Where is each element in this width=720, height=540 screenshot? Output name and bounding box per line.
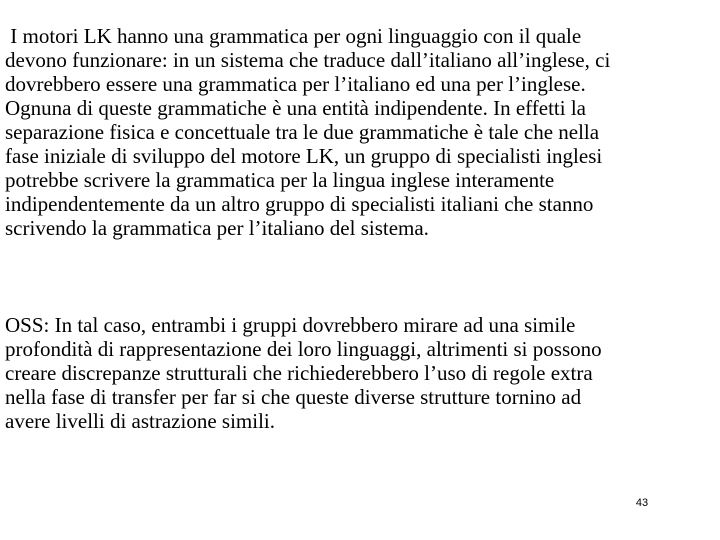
text-line: Ognuna di queste grammatiche è una entità indipendente. In effetti la bbox=[5, 96, 586, 120]
text-line: dovrebbero essere una grammatica per l’italiano ed una per l’inglese. bbox=[5, 72, 586, 96]
text-line: creare discrepanze strutturali che richiederebbero l’uso di regole extra bbox=[5, 361, 593, 385]
text-line: scrivendo la grammatica per l’italiano del sistema. bbox=[5, 216, 429, 240]
text-line: nella fase di transfer per far si che queste diverse strutture tornino ad bbox=[5, 385, 582, 409]
text-line: avere livelli di astrazione simili. bbox=[5, 409, 275, 433]
paragraph-lk-grammars bbox=[5, 24, 717, 240]
text-line: fase iniziale di sviluppo del motore LK, un gruppo di specialisti inglesi bbox=[5, 144, 603, 168]
text-line: devono funzionare: in un sistema che traduce dall’italiano all’inglese, ci bbox=[5, 48, 611, 72]
text-line: profondità di rappresentazione dei loro linguaggi, altrimenti si possono bbox=[5, 337, 602, 361]
text-line: indipendentemente da un altro gruppo di specialisti italiani che stanno bbox=[5, 192, 594, 216]
text-line: I motori LK hanno una grammatica per ogni linguaggio con il quale bbox=[5, 24, 582, 48]
text-line: OSS: In tal caso, entrambi i gruppi dovrebbero mirare ad una simile bbox=[5, 313, 576, 337]
text-line: separazione fisica e concettuale tra le due grammatiche è tale che nella bbox=[5, 120, 600, 144]
page-number: 43 bbox=[635, 497, 649, 509]
text-line: potrebbe scrivere la grammatica per la lingua inglese interamente bbox=[5, 168, 555, 192]
paragraph-oss-note bbox=[5, 313, 717, 433]
